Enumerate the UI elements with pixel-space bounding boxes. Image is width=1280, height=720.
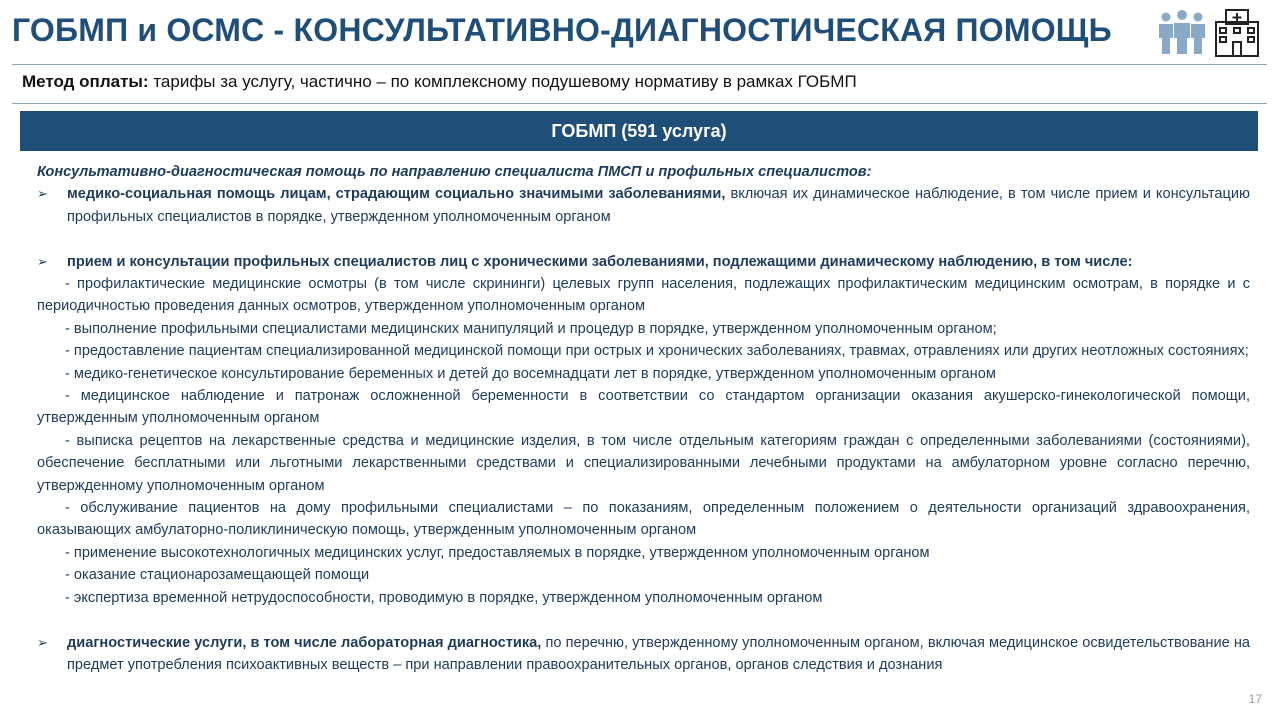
hospital-icon <box>1216 10 1258 56</box>
payment-method <box>22 72 1262 92</box>
intro-text: Консультативно-диагностическая помощь по направлению специалиста ПМСП и профильных специалистов: <box>37 164 872 180</box>
bullet-bold: медико-социальная помощь лицам, страдающим социально значимыми заболеваниями, <box>67 186 726 203</box>
sub-item: - профилактические медицинские осмотры (в том числе скрининги) целевых групп населения, подлежащих профилактическим медицинским осмотрам, в порядке и с периодичностью проведения данных осмотров, утвержденном уполномоченным органом <box>37 276 1250 315</box>
content-body <box>37 161 1250 676</box>
payment-label: Метод оплаты: <box>22 72 149 91</box>
bullet-item-diagnostics <box>37 632 1250 677</box>
arrow-bullet-icon: ➢ <box>37 253 48 269</box>
bullet-text: по перечню, утвержденному уполномоченным органом, включая медицинское освидетельствование на предмет употребления психоактивных веществ – при направлении правоохранительных органов, органов следствия и дознания <box>67 634 1250 673</box>
bullet-bold: диагностические услуги, в том числе лабораторная диагностика, <box>67 634 542 651</box>
people-icon <box>1159 10 1205 54</box>
sub-item: - выполнение профильными специалистами медицинских манипуляций и процедур в порядке, утвержденном уполномоченным органом; <box>65 320 997 337</box>
payment-text: тарифы за услугу, частично – по комплексному подушевому нормативу в рамках ГОБМП <box>148 72 857 91</box>
sub-item: - обслуживание пациентов на дому профильными специалистами – по показаниям, определенным положением о деятельности организаций здравоохранения, оказывающих амбулаторно-поликлиническую помощь, утвержденным уполномоченным органом <box>37 500 1250 539</box>
bullet-item-chronic <box>37 251 1250 273</box>
payment-divider <box>12 103 1267 104</box>
sub-item: - экспертиза временной нетрудоспособности, проводимую в порядке, утвержденном уполномоченным органом <box>65 589 823 606</box>
arrow-bullet-icon: ➢ <box>37 186 48 202</box>
sub-item: - предоставление пациентам специализированной медицинской помощи при острых и хронических заболеваниях, травмах, отравлениях или других неотложных состояниях; <box>65 343 1249 360</box>
bullet-text: включая их динамическое наблюдение, в том числе прием и консультацию профильных специалистов в порядке, утвержденном уполномоченным органом <box>67 186 1250 225</box>
spacer <box>37 228 1250 250</box>
section-banner: ГОБМП (591 услуга) <box>20 111 1258 151</box>
spacer <box>37 609 1250 631</box>
bullet-item-social <box>37 183 1250 228</box>
page-title: ГОБМП и ОСМС - КОНСУЛЬТАТИВНО-ДИАГНОСТИЧЕСКАЯ ПОМОЩЬ <box>12 12 1112 48</box>
header-icons <box>1156 6 1262 60</box>
sub-item: - выписка рецептов на лекарственные средства и медицинские изделия, в том числе отдельным категориям граждан с определенными заболеваниями (состояниями), обеспечение бесплатными или льготными лекарственными средствами и специализированными лечебными продуктами на амбулаторном уровне согласно перечню, утвержденному уполномоченным органом <box>37 432 1250 494</box>
sub-item: - применение высокотехнологичных медицинских услуг, предоставляемых в порядке, утвержденном уполномоченным органом <box>65 544 930 561</box>
arrow-bullet-icon: ➢ <box>37 634 48 650</box>
sub-item: - медико-генетическое консультирование беременных и детей до восемнадцати лет в порядке, утвержденном уполномоченным органом <box>65 365 996 382</box>
title-divider <box>12 64 1267 65</box>
bullet-bold: прием и консультации профильных специалистов лиц с хроническими заболеваниями, подлежащими динамическому наблюдению, в том числе: <box>67 253 1133 270</box>
sub-item: - оказание стационарозамещающей помощи <box>65 567 370 584</box>
page-number: 17 <box>1248 692 1262 706</box>
sub-item: - медицинское наблюдение и патронаж осложненной беременности в соответствии со стандартом организации оказания акушерско-гинекологической помощи, утвержденным уполномоченным органом <box>37 388 1250 427</box>
